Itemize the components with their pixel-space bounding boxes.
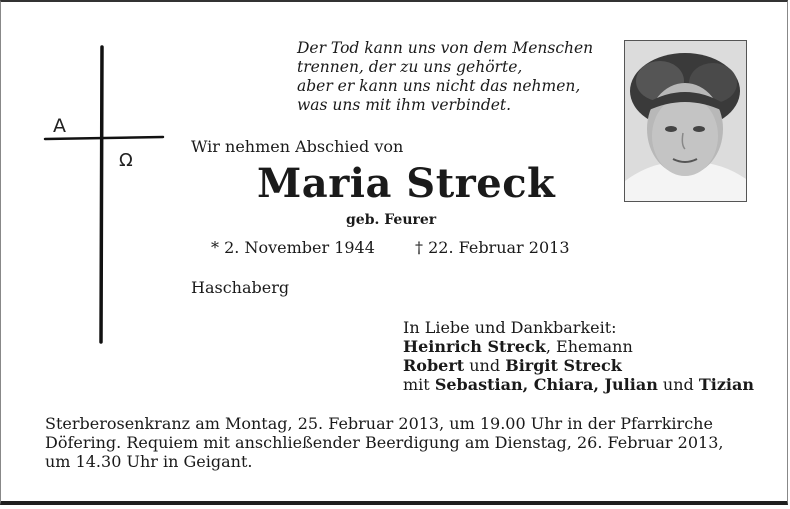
service-details	[45, 414, 760, 471]
mourner-line	[403, 337, 754, 356]
joiner-text: und	[464, 356, 506, 375]
intro-text: Wir nehmen Abschied von	[191, 137, 404, 156]
quote-line: aber er kann uns nicht das nehmen,	[297, 77, 581, 95]
mourner-line	[403, 356, 754, 375]
residence: Haschaberg	[191, 278, 290, 297]
service-line: Döfering. Requiem mit anschließender Beerdigung am Dienstag, 26. Februar 2013,	[45, 433, 724, 452]
quote-line: Der Tod kann uns von dem Menschen	[297, 39, 594, 57]
prefix-text: mit	[403, 375, 435, 394]
birth-date: * 2. November 1944	[211, 238, 375, 257]
mourner-name: Heinrich Streck	[403, 337, 546, 356]
portrait-photo	[624, 40, 747, 202]
mourner-name: Tizian	[698, 375, 755, 394]
service-line: Sterberosenkranz am Montag, 25. Februar 2013, um 19.00 Uhr in der Pfarrkirche	[45, 414, 713, 433]
quote-line: trennen, der zu uns gehörte,	[297, 58, 523, 76]
memorial-quote	[297, 39, 607, 115]
alpha-symbol: A	[53, 115, 66, 137]
cross-icon	[41, 42, 171, 347]
mourner-name: Robert	[403, 356, 465, 375]
deceased-name: Maria Streck	[257, 160, 556, 207]
quote-line: was uns mit ihm verbindet.	[297, 96, 512, 114]
mourners-heading: In Liebe und Dankbarkeit:	[403, 318, 617, 337]
portrait-icon	[625, 41, 746, 201]
maiden-name: geb. Feurer	[346, 212, 437, 228]
mourners-block	[403, 318, 754, 394]
joiner-text: und	[657, 375, 699, 394]
mourner-relation: , Ehemann	[545, 337, 633, 356]
mourner-name: Sebastian, Chiara, Julian	[434, 375, 658, 394]
mourner-line	[403, 375, 754, 394]
death-date: † 22. Februar 2013	[415, 238, 570, 257]
omega-symbol: Ω	[119, 150, 133, 171]
service-line: um 14.30 Uhr in Geigant.	[45, 452, 253, 471]
mourner-name: Birgit Streck	[505, 356, 622, 375]
